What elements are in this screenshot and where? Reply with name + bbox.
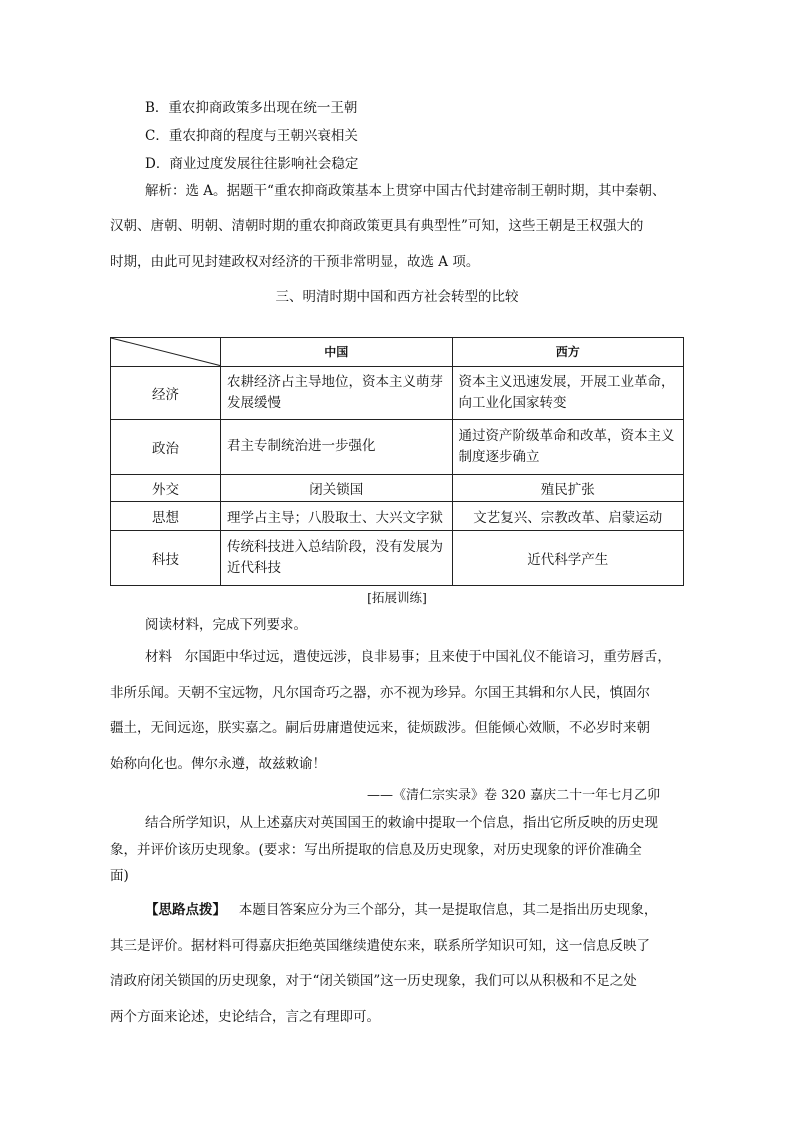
- china-cell: 理学占主导；八股取士、大兴文字狱: [221, 502, 453, 531]
- china-cell: [221, 366, 453, 419]
- cell-line: 近代科技: [227, 559, 281, 576]
- analysis-line-1: 解析：选 A。据题干“重农抑商政策基本上贯穿中国古代封建帝制王朝时期，其中秦朝、: [145, 183, 666, 199]
- instruction: 阅读材料，完成下列要求。: [145, 617, 307, 633]
- cell-line: 传统科技进入总结阶段，没有发展为: [227, 538, 443, 555]
- row-label: 外交: [111, 474, 221, 502]
- question-line-1: 结合所学知识，从上述嘉庆对英国国王的敕谕中提取一个信息，指出它所反映的历史现: [145, 815, 658, 831]
- cell-line: 资本主义迅速发展，开展工业革命，: [458, 373, 675, 390]
- hint-line-4: 两个方面来论述，史论结合，言之有理即可。: [110, 1009, 380, 1025]
- table-row: [111, 530, 684, 585]
- question-line-3: 面): [110, 868, 129, 884]
- row-label: 科技: [111, 530, 221, 585]
- comparison-table: [110, 337, 684, 586]
- table-row: [111, 419, 684, 474]
- table-row: [111, 502, 684, 531]
- table-header-row: [111, 338, 684, 367]
- west-cell: [452, 419, 684, 474]
- diagonal-header-cell: [111, 338, 221, 367]
- option-d: D．商业过度发展往往影响社会稳定: [145, 156, 359, 172]
- west-cell: 殖民扩张: [452, 474, 684, 502]
- diagonal-line: [111, 338, 220, 366]
- china-cell: [221, 419, 453, 474]
- cell-line: 向工业化国家转变: [458, 394, 567, 411]
- training-label: [拓展训练]: [367, 590, 427, 605]
- hint-label: 【思路点拨】: [145, 902, 226, 918]
- header-china: 中国: [221, 338, 453, 367]
- cell-line: 君主专制统治进一步强化: [227, 438, 376, 455]
- china-cell: 闭关锁国: [221, 474, 453, 502]
- cell-line: 通过资产阶级革命和改革，资本主义: [458, 427, 675, 444]
- material-line-4: 始称向化也。俾尔永遵，故兹敕谕！: [110, 756, 326, 772]
- material-label: 材料: [145, 649, 172, 665]
- china-cell: [221, 530, 453, 585]
- material-line-1: [145, 647, 671, 667]
- west-cell: 近代科学产生: [452, 530, 684, 585]
- hint-line-3: 清政府闭关锁国的历史现象，对于“闭关锁国”这一历史现象，我们可以从积极和不足之处: [110, 973, 637, 989]
- header-west: 西方: [452, 338, 684, 367]
- hint-line-2: 其三是评价。据材料可得嘉庆拒绝英国继续遣使东来，联系所学知识可知，这一信息反映了: [110, 938, 650, 954]
- hint-line-1: [145, 900, 657, 920]
- material-line-2: 非所乐闻。天朝不宝远物，凡尔国奇巧之器，亦不视为珍异。尔国王其辑和尔人民，慎固尔: [110, 685, 650, 701]
- analysis-line-3: 时期，由此可见封建政权对经济的干预非常明显，故选 A 项。: [110, 254, 480, 270]
- material-text: 尔国距中华过远，遣使远涉，良非易事；且来使于中国礼仪不能谙习，重劳唇舌，: [184, 649, 671, 665]
- hint-text: 本题目答案应分为三个部分，其一是提取信息，其二是指出历史现象，: [238, 902, 658, 918]
- cell-line: 农耕经济占主导地位，资本主义萌芽: [227, 373, 443, 390]
- cell-line: 发展缓慢: [227, 394, 281, 411]
- west-cell: 文艺复兴、宗教改革、启蒙运动: [452, 502, 684, 531]
- section-title: 三、明清时期中国和西方社会转型的比较: [275, 289, 519, 305]
- option-b: B．重农抑商政策多出现在统一王朝: [145, 100, 358, 116]
- material-source: ——《清仁宗实录》卷 320 嘉庆二十一年七月乙卯: [367, 788, 661, 803]
- west-cell: [452, 366, 684, 419]
- question-line-2: 象，并评价该历史现象。(要求：写出所提取的信息及历史现象，对历史现象的评价准确全: [110, 842, 642, 858]
- analysis-line-2: 汉朝、唐朝、明朝、清朝时期的重农抑商政策更具有典型性”可知，这些王朝是王权强大的: [110, 218, 644, 234]
- cell-line: 制度逐步确立: [458, 448, 540, 465]
- table-row: [111, 474, 684, 502]
- row-label: 经济: [111, 366, 221, 419]
- row-label: 思想: [111, 502, 221, 531]
- option-c: C．重农抑商的程度与王朝兴衰相关: [145, 128, 358, 144]
- row-label: 政治: [111, 419, 221, 474]
- table-row: [111, 366, 684, 419]
- material-line-3: 疆土，无间远迩，朕实嘉之。嗣后毋庸遣使远来，徒烦跋涉。但能倾心效顺，不必岁时来朝: [110, 720, 650, 736]
